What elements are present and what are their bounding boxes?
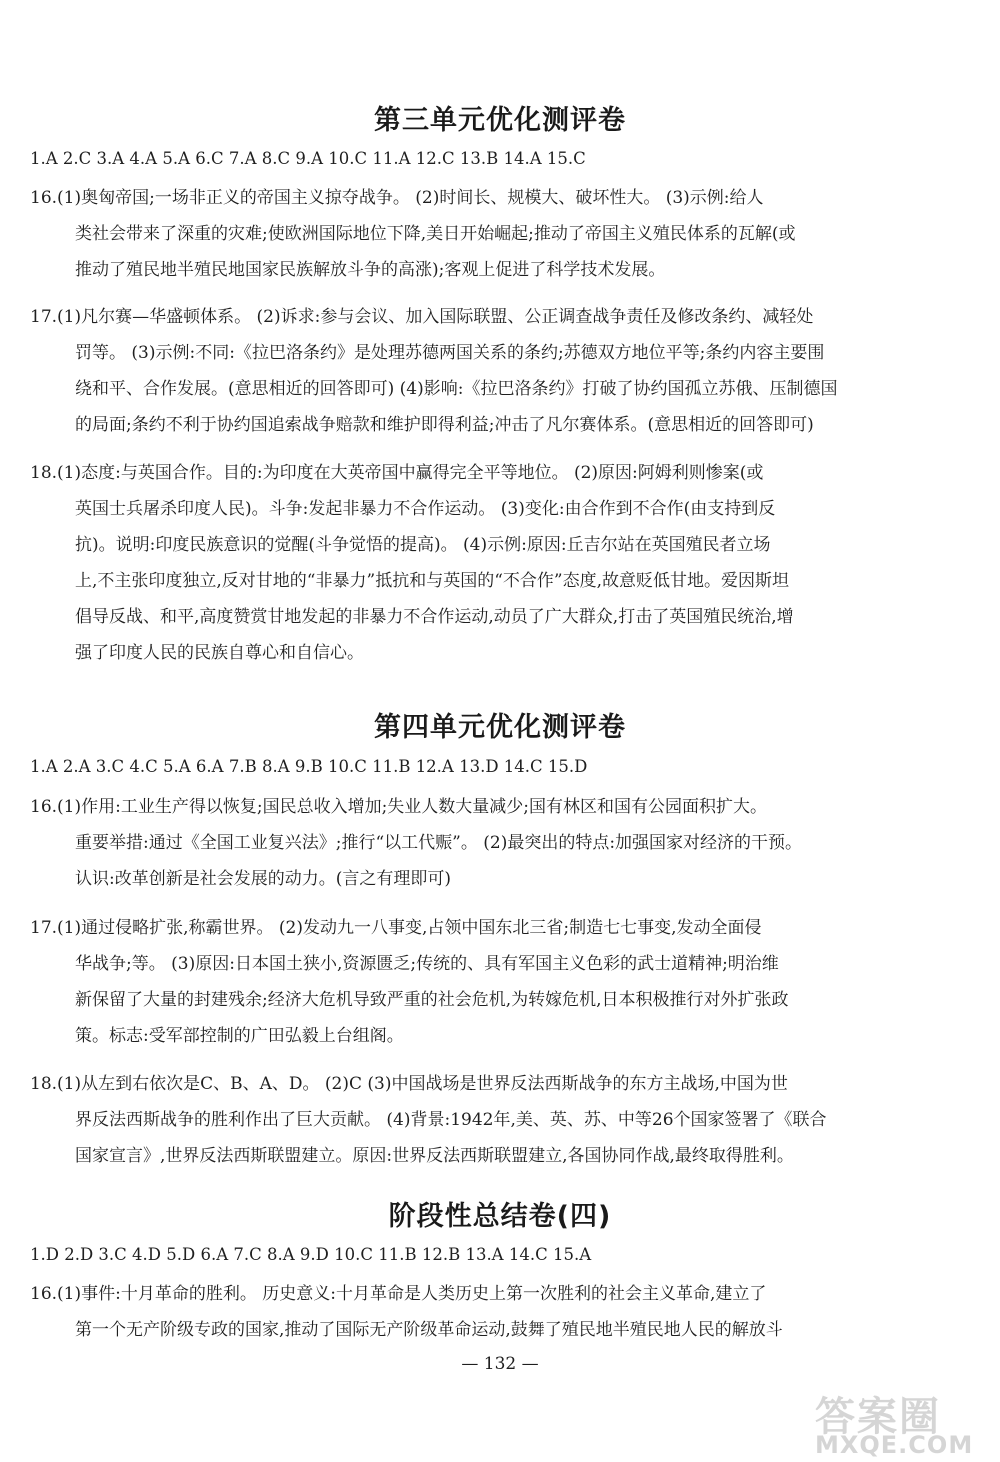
text-line: 16.(1)事件:十月革命的胜利。 历史意义:十月革命是人类历史上第一次胜利的社会主义革命,建立了	[30, 1284, 767, 1304]
summary4-title: 阶段性总结卷(四)	[388, 1201, 612, 1232]
text-line: 18.(1)态度:与英国合作。目的:为印度在大英帝国中赢得完全平等地位。 (2)原因:阿姆利则惨案(或	[30, 463, 764, 483]
text-line: 绕和平、合作发展。(意思相近的回答即可) (4)影响:《拉巴洛条约》打破了协约国孤立苏俄、压制德国	[75, 379, 838, 399]
text-line: 16.(1)作用:工业生产得以恢复;国民总收入增加;失业人数大量减少;国有林区和国有公园面积扩大。	[30, 797, 768, 817]
text-line: 重要举措:通过《全国工业复兴法》;推行“以工代赈”。 (2)最突出的特点:加强国家对经济的干预。	[75, 833, 803, 853]
section4-choice-answers: 1.A 2.A 3.C 4.C 5.A 6.A 7.B 8.A 9.B 10.C 11.B 12.A 13.D 14.C 15.D	[30, 757, 588, 776]
text-line: 策。标志:受军部控制的广田弘毅上台组阁。	[75, 1026, 404, 1046]
text-line: 强了印度人民的民族自尊心和自信心。	[75, 643, 364, 663]
section3-title: 第三单元优化测评卷	[374, 105, 626, 136]
text-line: 推动了殖民地半殖民地国家民族解放斗争的高涨);客观上促进了科学技术发展。	[75, 260, 666, 280]
section4-q18	[30, 1066, 970, 1174]
summary4-q16	[30, 1276, 970, 1348]
text-line: 华战争;等。 (3)原因:日本国土狭小,资源匮乏;传统的、具有军国主义色彩的武士道精神;明治维	[75, 954, 779, 974]
text-line: 界反法西斯战争的胜利作出了巨大贡献。 (4)背景:1942年,美、英、苏、中等26个国家签署了《联合	[75, 1110, 827, 1130]
text-line: 17.(1)凡尔赛—华盛顿体系。 (2)诉求:参与会议、加入国际联盟、公正调查战争责任及修改条约、减轻处	[30, 307, 814, 327]
watermark-logo	[815, 1385, 985, 1459]
text-line: 16.(1)奥匈帝国;一场非正义的帝国主义掠夺战争。 (2)时间长、规模大、破坏性大。 (3)示例:给人	[30, 188, 764, 208]
text-line: 第一个无产阶级专政的国家,推动了国际无产阶级革命运动,鼓舞了殖民地半殖民地人民的解放斗	[75, 1320, 783, 1340]
text-line: 英国士兵屠杀印度人民)。斗争:发起非暴力不合作运动。 (3)变化:由合作到不合作(由支持到反	[75, 499, 776, 519]
text-line: 抗)。说明:印度民族意识的觉醒(斗争觉悟的提高)。 (4)示例:原因:丘吉尔站在英国殖民者立场	[75, 535, 771, 555]
text-line: 新保留了大量的封建残余;经济大危机导致严重的社会危机,为转嫁危机,日本积极推行对外扩张政	[75, 990, 789, 1010]
section3-choice-answers: 1.A 2.C 3.A 4.A 5.A 6.C 7.A 8.C 9.A 10.C 11.A 12.C 13.B 14.A 15.C	[30, 149, 586, 168]
section4-title: 第四单元优化测评卷	[374, 712, 626, 743]
section3-q16	[30, 180, 970, 288]
section3-q18	[30, 455, 970, 671]
page-number: — 132 —	[461, 1354, 539, 1374]
summary4-choice-answers: 1.D 2.D 3.C 4.D 5.D 6.A 7.C 8.A 9.D 10.C 11.B 12.B 13.A 14.C 15.A	[30, 1245, 592, 1264]
section3-q17	[30, 299, 970, 443]
section4-q17	[30, 910, 970, 1054]
watermark-text: 答案圈	[815, 1394, 941, 1440]
section4-q16	[30, 789, 970, 897]
text-line: 17.(1)通过侵略扩张,称霸世界。 (2)发动九一八事变,占领中国东北三省;制造七七事变,发动全面侵	[30, 918, 762, 938]
text-line: 18.(1)从左到右依次是C、B、A、D。 (2)C (3)中国战场是世界反法西斯战争的东方主战场,中国为世	[30, 1074, 788, 1094]
text-line: 认识:改革创新是社会发展的动力。(言之有理即可)	[75, 869, 451, 889]
text-line: 的局面;条约不利于协约国追索战争赔款和维护即得利益;冲击了凡尔赛体系。(意思相近的回答即可)	[75, 415, 814, 435]
text-line: 类社会带来了深重的灾难;使欧洲国际地位下降,美日开始崛起;推动了帝国主义殖民体系的瓦解(或	[75, 224, 796, 244]
text-line: 国家宣言》,世界反法西斯联盟建立。原因:世界反法西斯联盟建立,各国协同作战,最终取得胜利。	[75, 1146, 794, 1166]
text-line: 罚等。 (3)示例:不同:《拉巴洛条约》是处理苏德两国关系的条约;苏德双方地位平等;条约内容主要围	[75, 343, 825, 363]
watermark-subtext: MXQE.COM	[815, 1431, 974, 1459]
text-line: 倡导反战、和平,高度赞赏甘地发起的非暴力不合作运动,动员了广大群众,打击了英国殖民统治,增	[75, 607, 794, 627]
text-line: 上,不主张印度独立,反对甘地的“非暴力”抵抗和与英国的“不合作”态度,故意贬低甘地。爱因斯坦	[75, 571, 789, 591]
